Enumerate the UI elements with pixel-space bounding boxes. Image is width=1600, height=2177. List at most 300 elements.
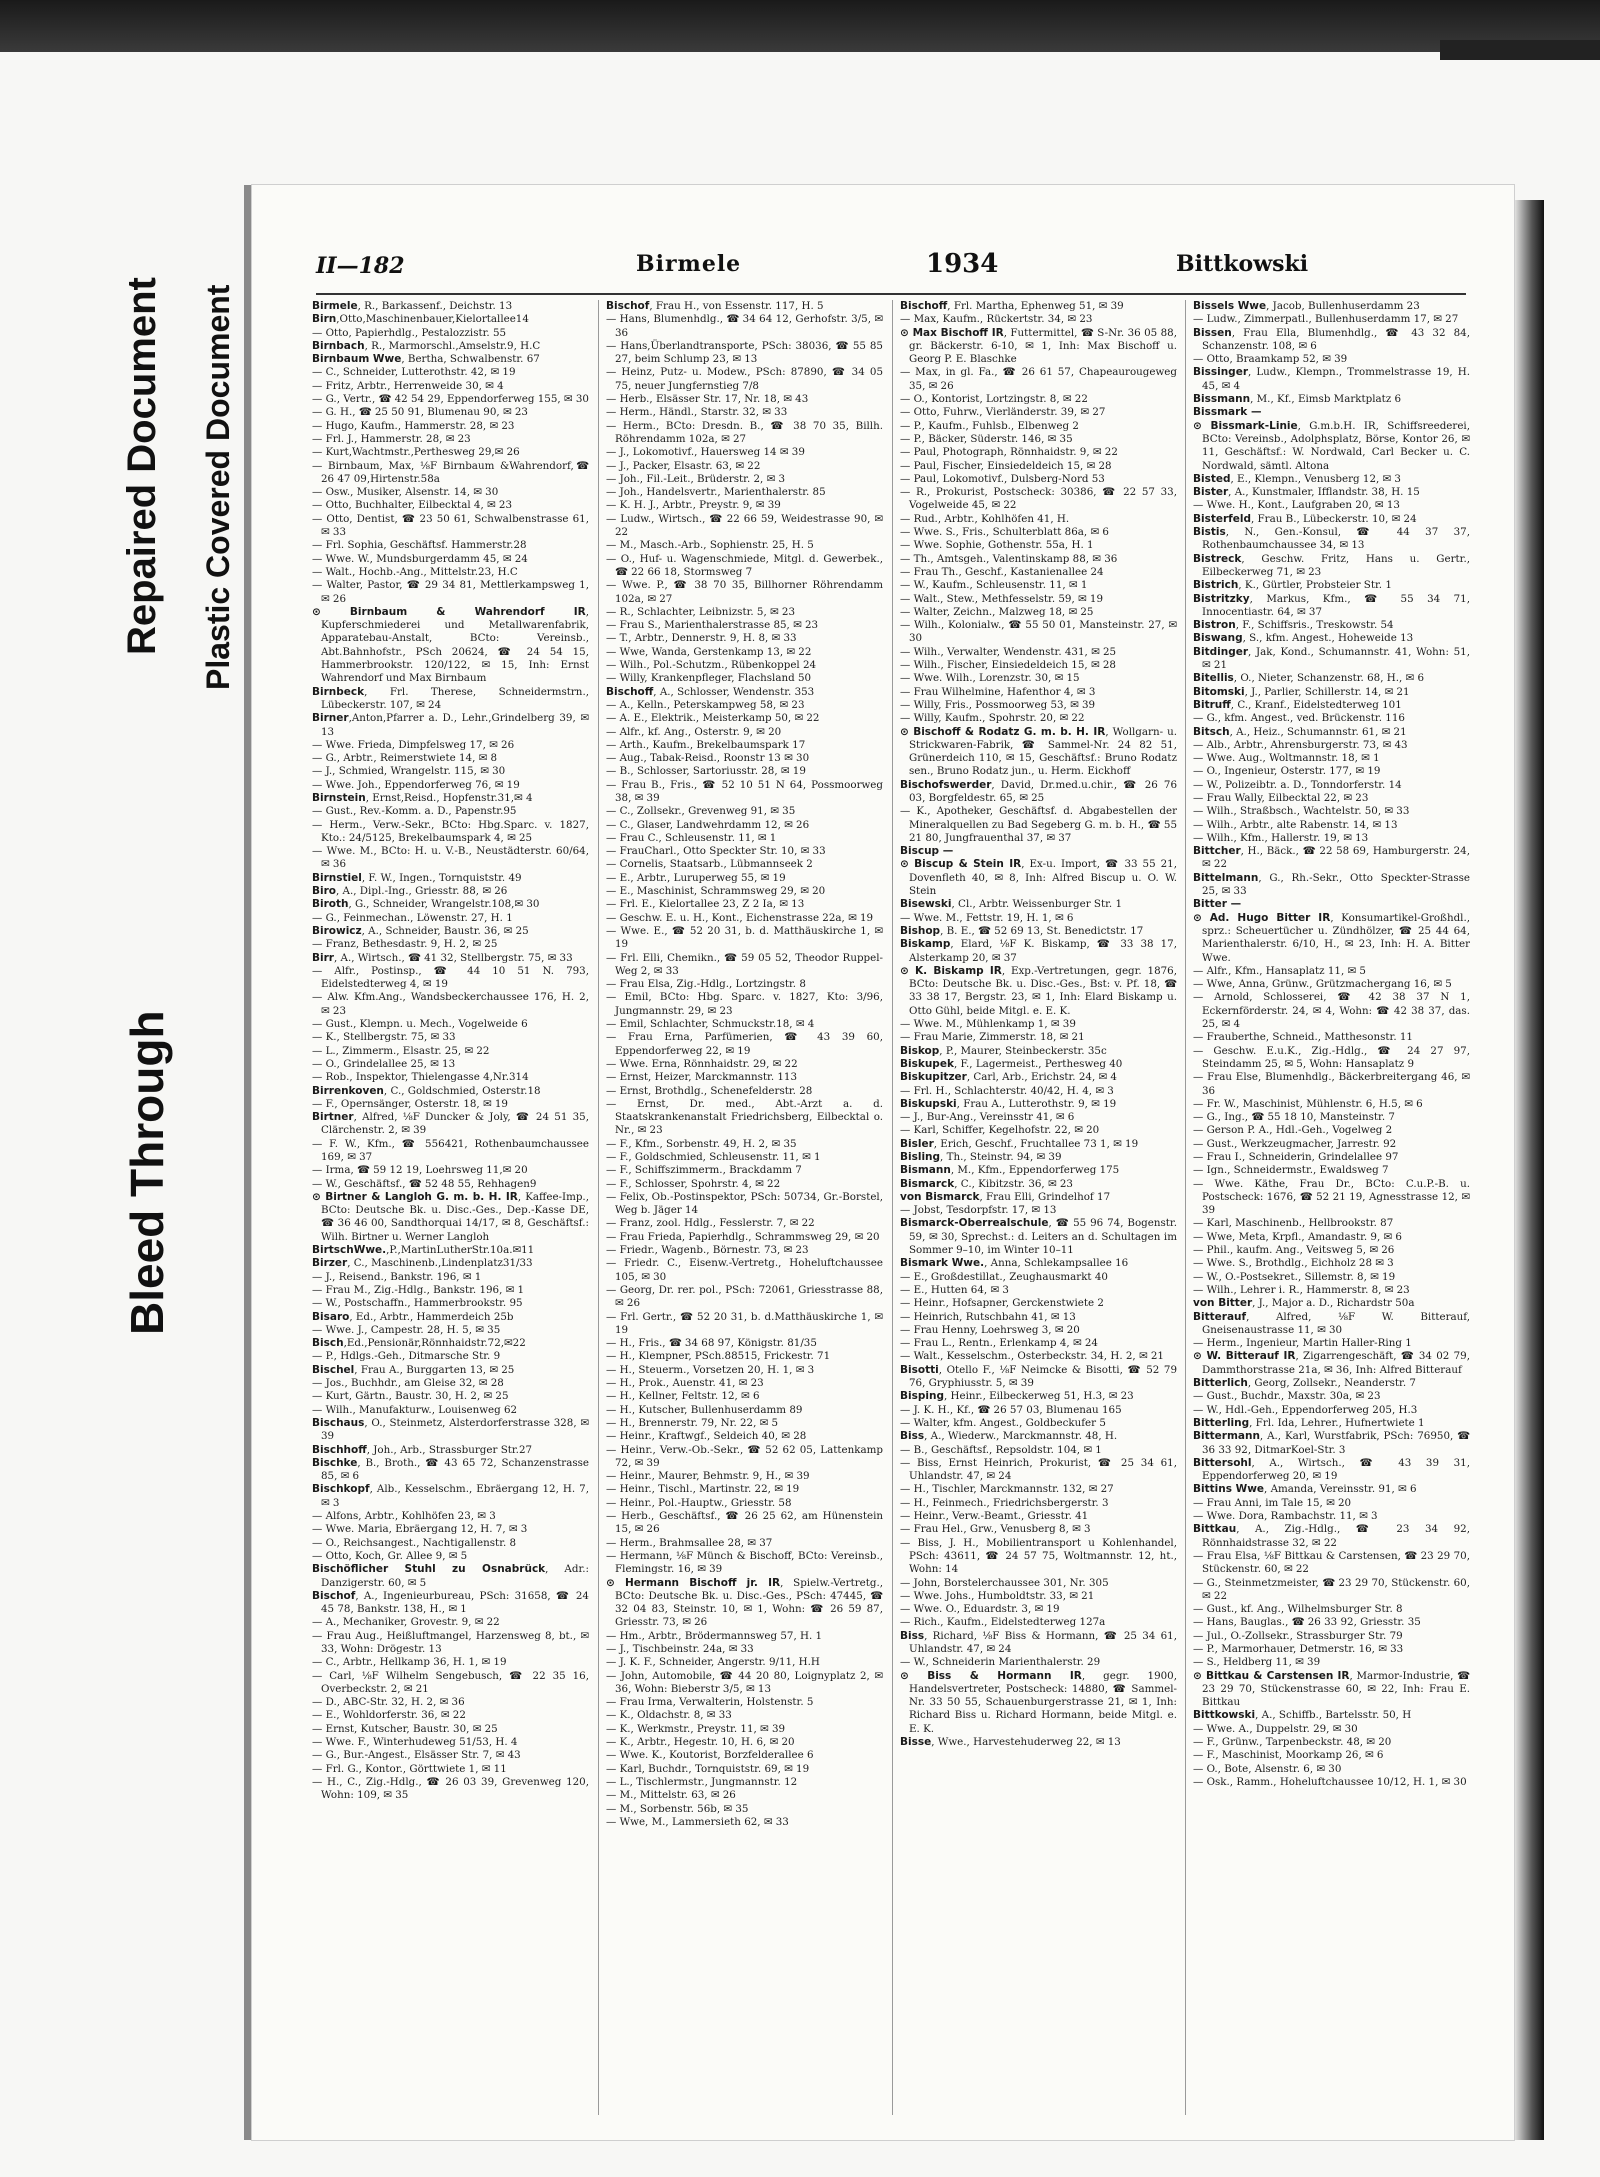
- directory-entry: — D., ABC-Str. 32, H. 2, ✉ 36: [312, 1696, 465, 1709]
- directory-entry: Biskupski, Frau A., Lutterothstr. 9, ✉ 19: [900, 1097, 1117, 1110]
- directory-entry: — Karl, Maschinenb., Hellbrookstr. 87: [1193, 1217, 1394, 1230]
- directory-entry: — Wwe. Sophie, Gothenstr. 55a, H. 1: [900, 539, 1094, 552]
- directory-entry: — Biss, Ernst Heinrich, Prokurist, ☎ 25 34 61, Uhlandstr. 47, ✉ 24: [900, 1456, 1177, 1483]
- directory-entry: Bismark Wwe., Anna, Schlekampsallee 16: [900, 1257, 1129, 1270]
- directory-entry: — Wwe. Käthe, Frau Dr., BCto: C.u.P.-B. u. Postscheck: 1676, ☎ 52 21 19, Agnesstrasse 12, ✉ 39: [1193, 1177, 1470, 1217]
- directory-entry: — Wilh., Lehrer i. R., Hammerstr. 8, ✉ 23: [1193, 1283, 1410, 1296]
- directory-entry: — W., O.-Postsekret., Sillemstr. 8, ✉ 19: [1193, 1270, 1396, 1283]
- directory-entry: — H., Klempner, PSch.88515, Frickestr. 71: [606, 1350, 831, 1363]
- directory-entry: — Willy, Kaufm., Spohrstr. 20, ✉ 22: [900, 712, 1085, 725]
- directory-entry: Bissmann, M., Kf., Eimsb Marktplatz 6: [1193, 393, 1402, 406]
- directory-entry: — Heinrich, Rutschbahn 41, ✉ 13: [900, 1310, 1076, 1323]
- directory-entry: Birnbeck, Frl. Therese, Schneidermstrn., Lübeckerstr. 107, ✉ 24: [312, 685, 589, 711]
- directory-entry: — H., Prok., Auenstr. 41, ✉ 23: [606, 1377, 764, 1390]
- directory-entry: — C., Glaser, Landwehrdamm 12, ✉ 26: [606, 818, 810, 831]
- directory-entry: — Karl, Schiffer, Kegelhofstr. 22, ✉ 20: [900, 1124, 1100, 1137]
- directory-entry: — Heinr., Maurer, Behmstr. 9, H., ✉ 39: [606, 1470, 810, 1483]
- directory-entry: — Otto, Papierhdlg., Pestalozzistr. 55: [312, 326, 507, 339]
- directory-entry: — O., Huf- u. Wagenschmiede, Mitgl. d. Gewerbek., ☎ 22 66 18, Stormsweg 7: [606, 552, 883, 578]
- directory-entry: — Otto, Dentist, ☎ 23 50 61, Schwalbenstrasse 61, ✉ 33: [312, 512, 589, 539]
- directory-entry: — Wwe. E., ☎ 52 20 31, b. d. Matthäuskirche 1, ✉ 19: [606, 924, 883, 951]
- directory-entry: Bischhoff, Joh., Arb., Strassburger Str.27: [312, 1443, 533, 1456]
- directory-entry: — Wwe. Joh., Eppendorferweg 76, ✉ 19: [312, 778, 520, 791]
- directory-entry: Birzer, C., Maschinenb.,Lindenplatz31/33: [312, 1257, 533, 1270]
- directory-entry: — Wwe, M., Lammersieth 62, ✉ 33: [606, 1815, 789, 1828]
- directory-entry: ⊙ Birtner & Langloh G. m. b. H. IR, Kaffee-Imp., BCto: Deutsche Bk. u. Disc.-Ges., Dep.-Kasse DE, ☎ 36 46 00, Sandthorquai 14/17, ✉ 8, Geschäftsf.: Wilh. Birtner u. Werner Langloh: [312, 1190, 589, 1243]
- directory-entry: — Jul., O.-Zollsekr., Strassburger Str. 79: [1193, 1629, 1403, 1642]
- directory-entry: Bischkopf, Alb., Kesselschm., Ebräergang 12, H. 7, ✉ 3: [312, 1483, 589, 1509]
- directory-entry: Bissen, Frau Ella, Blumenhdlg., ☎ 43 32 84, Schanzenstr. 108, ✉ 6: [1193, 326, 1470, 352]
- directory-entry: — Paul, Lokomotivf., Dulsberg-Nord 53: [900, 472, 1105, 485]
- plastic-covered-document-label: Plastic Covered Document: [200, 284, 236, 690]
- directory-entry: — Wwe. J., Campestr. 28, H. 5, ✉ 35: [312, 1323, 501, 1336]
- directory-entry: — Geschw. E. u. H., Kont., Eichenstrasse 22a, ✉ 19: [606, 911, 874, 924]
- page-header: [316, 245, 1466, 285]
- directory-entry: — Cornelis, Staatsarb., Lübmannseek 2: [606, 858, 813, 871]
- directory-entry: — Wwe. Dora, Rambachstr. 11, ✉ 3: [1193, 1510, 1378, 1523]
- directory-entry: — Joh., Fil.-Leit., Brüderstr. 2, ✉ 3: [606, 472, 786, 485]
- directory-entry: Biro, A., Dipl.-Ing., Griesstr. 88, ✉ 26: [312, 885, 508, 898]
- directory-entry: — F., Grünw., Tarpenbeckstr. 48, ✉ 20: [1193, 1736, 1392, 1749]
- directory-entry: Birner,Anton,Pfarrer a. D., Lehr.,Grindelberg 39, ✉ 13: [312, 712, 589, 738]
- directory-entry: — Gust., Werkzeugmacher, Jarrestr. 92: [1193, 1137, 1397, 1150]
- header-rule: [316, 293, 1466, 295]
- directory-entry: Bischöflicher Stuhl zu Osnabrück, Adr.: Danzigerstr. 60, ✉ 5: [312, 1563, 589, 1589]
- page-right-edge: [1514, 200, 1544, 2140]
- directory-entry: Birmele, R., Barkassenf., Deichstr. 13: [312, 300, 513, 312]
- directory-entry: Bissinger, Ludw., Klempn., Trommelstrasse 19, H. 45, ✉ 4: [1193, 366, 1470, 392]
- directory-entry: Bistron, F., Schiffsris., Treskowstr. 54: [1193, 619, 1394, 632]
- directory-entry: — Biss, J. H., Mobilientransport u Kohlenhandel, PSch: 43611, ☎ 24 57 75, Woltmannstr. 12, ht., Wohn: 14: [900, 1536, 1177, 1576]
- directory-entry: — Frau C., Schleusenstr. 11, ✉ 1: [606, 831, 777, 844]
- directory-entry: Bittelmann, G., Rh.-Sekr., Otto Speckter-Strasse 25, ✉ 33: [1193, 871, 1470, 898]
- directory-entry: — Frau Wally, Eilbecktal 22, ✉ 23: [1193, 791, 1369, 804]
- directory-entry: — Wilh., Kfm., Hallerstr. 19, ✉ 13: [1193, 831, 1369, 844]
- directory-entry: — Gust., kf. Ang., Wilhelmsburger Str. 8: [1193, 1603, 1403, 1616]
- directory-entry: — J. K. F., Schneider, Angerstr. 9/11, H.H: [606, 1656, 820, 1669]
- column-3: [900, 300, 1177, 2115]
- directory-entry: — B., Schlosser, Sartoriusstr. 28, ✉ 19: [606, 765, 806, 778]
- directory-entry: — O., Kontorist, Lortzingstr. 8, ✉ 22: [900, 393, 1088, 406]
- directory-entry: — O., Grindelallee 25, ✉ 13: [312, 1057, 456, 1070]
- directory-entry: — Wilh., Straßbsch., Wachtelstr. 50, ✉ 33: [1193, 805, 1410, 818]
- directory-entry: — Frau Anni, im Tale 15, ✉ 20: [1193, 1496, 1352, 1509]
- directory-entry: — Frau Henny, Loehrsweg 3, ✉ 20: [900, 1323, 1080, 1336]
- directory-entry: ⊙ Max Bischoff IR, Futtermittel, ☎ S-Nr. 36 05 88, gr. Bäckerstr. 6-10, ✉ 1, Inh: Max Bischoff u. Georg P. E. Blaschke: [900, 326, 1177, 366]
- directory-entry: — Wwe. H., Kont., Laufgraben 20, ✉ 13: [1193, 499, 1400, 512]
- directory-entry: — Frl. G., Kontor., Görttwiete 1, ✉ 11: [312, 1762, 507, 1775]
- directory-entry: Bister, A., Kunstmaler, Ifflandstr. 38, H. 15: [1193, 486, 1420, 499]
- directory-entry: Bittkau, A., Zig.-Hdlg., ☎ 23 34 92, Rönnhaidstrasse 32, ✉ 22: [1193, 1523, 1470, 1549]
- directory-entry: von Bitter, J., Major a. D., Richardstr 50a: [1193, 1297, 1415, 1310]
- directory-entry: — Wwe. S., Brothdlg., Eichholz 28 ✉ 3: [1193, 1257, 1394, 1270]
- directory-entry: — Hermann, ⅛F Münch & Bischoff, BCto: Vereinsb., Flemingstr. 16, ✉ 39: [606, 1549, 883, 1576]
- directory-entry: — Wwe. Frieda, Dimpfelsweg 17, ✉ 26: [312, 738, 515, 751]
- directory-entry: — Kurt,Wachtmstr.,Perthesweg 29,✉ 26: [312, 446, 520, 459]
- directory-entry: Bistreck, Geschw. Fritz, Hans u. Gertr., Eilbeckerweg 71, ✉ 23: [1193, 552, 1470, 578]
- directory-entry: — Frau Aug., Heißluftmangel, Harzensweg 8, bt., ✉ 33, Wohn: Drögestr. 13: [312, 1629, 589, 1655]
- directory-entry: — Rich., Kaufm., Eidelstedterweg 127a: [900, 1616, 1106, 1629]
- directory-entry: Birnstein, Ernst,Reisd., Hopfenstr.31,✉ 4: [312, 791, 533, 804]
- directory-entry: Bischoff, Frl. Martha, Ephenweg 51, ✉ 39: [900, 300, 1124, 312]
- directory-entry: Biswang, S., kfm. Angest., Hoheweide 13: [1193, 632, 1414, 645]
- directory-entry: — Otto, Koch, Gr. Allee 9, ✉ 5: [312, 1549, 468, 1562]
- directory-entry: Bischof, A., Ingenieurbureau, PSch: 31658, ☎ 24 45 78, Bankstr. 138, H., ✉ 1: [312, 1589, 589, 1616]
- directory-entry: Bismarck, C., Kibitzstr. 36, ✉ 23: [900, 1177, 1073, 1190]
- directory-entry: — M., Mittelstr. 63, ✉ 26: [606, 1789, 736, 1802]
- directory-entry: — Willy, Fris., Possmoorweg 53, ✉ 39: [900, 698, 1096, 711]
- directory-entry: — Aug., Tabak-Reisd., Roonstr 13 ✉ 30: [606, 752, 810, 765]
- directory-entry: Bissmark —: [1193, 406, 1262, 419]
- directory-entry: — E., Hutten 64, ✉ 3: [900, 1283, 1009, 1296]
- directory-entry: — Heinz, Putz- u. Modew., PSch: 87890, ☎ 34 05 75, neuer Jungfernstieg 7/8: [606, 366, 883, 392]
- directory-entry: Bitterauf, Alfred, ⅛F W. Bitterauf, Gneisenaustrasse 11, ✉ 30: [1193, 1310, 1470, 1336]
- directory-entry: — Georg, Dr. rer. pol., PSch: 72061, Griesstrasse 88, ✉ 26: [606, 1283, 883, 1310]
- directory-entry: — Hans, Blumenhdlg., ☎ 34 64 12, Gerhofstr. 3/5, ✉ 36: [606, 313, 883, 339]
- directory-entry: — Frl. Sophia, Geschäftsf. Hammerstr.28: [312, 539, 527, 552]
- directory-entry: — G., Ing., ☎ 55 18 10, Mansteinstr. 7: [1193, 1111, 1395, 1124]
- directory-entry: ⊙ Birnbaum & Wahrendorf IR, Kupferschmiederei und Metallwarenfabrik, Apparatebau-Anstalt, BCto: Vereinsb., Abt.Bahnhofstr., PSch 20624, ☎ 24 54 15, Hammerbrookstr. 120/122, ✉ 15, Inh: Ernst Wahrendorf und Max Birnbaum: [312, 605, 589, 685]
- directory-entry: — Herm., Ingenieur, Martin Haller-Ring 1: [1193, 1337, 1412, 1350]
- directory-entry: — H., Kellner, Feltstr. 12, ✉ 6: [606, 1390, 760, 1403]
- directory-entry: — Arth., Kaufm., Brekelbaumspark 17: [606, 738, 806, 751]
- directory-entry: ⊙ Bittkau & Carstensen IR, Marmor-Industrie, ☎ 23 29 70, Stückenstrasse 60, ✉ 22, Inh: Frau E. Bittkau: [1193, 1669, 1470, 1709]
- scanner-top-strip: [1440, 40, 1600, 60]
- directory-entry: — Frauberthe, Schneid., Matthesonstr. 11: [1193, 1031, 1413, 1044]
- directory-entry: — W., Hdl.-Geh., Eppendorferweg 205, H.3: [1193, 1403, 1418, 1416]
- directory-entry: — Walter, kfm. Angest., Goldbeckufer 5: [900, 1416, 1106, 1429]
- margin-labels: [100, 150, 260, 1350]
- directory-entry: — W., Postschaffn., Hammerbrookstr. 95: [312, 1297, 523, 1310]
- directory-entry: — W., Geschäftsf., ☎ 52 48 55, Rehhagen9: [312, 1177, 537, 1190]
- repaired-document-label: Repaired Document: [120, 277, 164, 655]
- directory-entry: — Frau S., Marienthalerstrasse 85, ✉ 23: [606, 619, 819, 632]
- directory-entry: — Jos., Buchhdr., am Gleise 32, ✉ 28: [312, 1377, 504, 1390]
- directory-entry: Bismarck-Oberrealschule, ☎ 55 96 74, Bogenstr. 59, ✉ 30, Sprechst.: d. Leiters an d. Schultagen im Sommer 9–10, im Winter 10–11: [900, 1217, 1177, 1257]
- directory-entry: — Frau Irma, Verwalterin, Holstenstr. 5: [606, 1696, 814, 1709]
- directory-entry: — Frau M., Zig.-Hdlg., Bankstr. 196, ✉ 1: [312, 1283, 525, 1296]
- directory-entry: — Frau I., Schneiderin, Grindelallee 97: [1193, 1151, 1399, 1163]
- directory-year: 1934: [926, 249, 999, 279]
- directory-entry: ⊙ K. Biskamp IR, Exp.-Vertretungen, gegr. 1876, BCto: Deutsche Bk. u. Disc.-Ges., Bst: v. Pf. 18, ☎ 33 38 17, Bergstr. 23, ✉ 1, Inh: Elard Biskamp u. Otto Gühl, beide Mitgl. e. E. K.: [900, 964, 1177, 1017]
- directory-page: [252, 185, 1514, 2140]
- directory-entry: Bisping, Heinr., Eilbeckerweg 51, H.3, ✉ 23: [900, 1390, 1134, 1403]
- entry-columns: [312, 300, 1472, 2115]
- directory-entry: — E., Wohldorferstr. 36, ✉ 22: [312, 1709, 466, 1722]
- directory-entry: — G., Steinmetzmeister, ☎ 23 29 70, Stückenstr. 60, ✉ 22: [1193, 1576, 1470, 1602]
- directory-entry: — J., Tischbeinstr. 24a, ✉ 33: [606, 1642, 754, 1655]
- directory-entry: — Frau Else, Blumenhdlg., Bäckerbreitergang 46, ✉ 36: [1193, 1071, 1470, 1097]
- directory-entry: — Frl. Gertr., ☎ 52 20 31, b. d.Matthäuskirche 1, ✉ 19: [606, 1310, 883, 1336]
- first-entry-word: Birmele: [636, 251, 742, 277]
- directory-entry: — Walt., Stew., Methfesselstr. 59, ✉ 19: [900, 592, 1104, 605]
- directory-entry: — C., Arbtr., Hellkamp 36, H. 1, ✉ 19: [312, 1656, 507, 1669]
- directory-entry: Biss, Richard, ⅛F Biss & Hormann, ☎ 25 34 61, Uhlandstr. 47, ✉ 24: [900, 1629, 1177, 1655]
- directory-entry: — Ludw., Zimmerpatl., Bullenhuserdamm 17, ✉ 27: [1193, 313, 1459, 326]
- directory-entry: Bitellis, O., Nieter, Schanzenstr. 68, H., ✉ 6: [1193, 672, 1424, 685]
- directory-entry: Birnbach, R., Marmorschl.,Amselstr.9, H.C: [312, 339, 541, 352]
- directory-entry: — Frl. J., Hammerstr. 28, ✉ 23: [312, 432, 471, 445]
- directory-entry: — Wwe. K., Koutorist, Borzfelderallee 6: [606, 1749, 814, 1762]
- directory-entry: — P., Bäcker, Süderstr. 146, ✉ 35: [900, 432, 1073, 445]
- directory-entry: Birtner, Alfred, ⅛F Duncker & Joly, ☎ 24 51 35, Clärchenstr. 2, ✉ 39: [312, 1111, 589, 1137]
- directory-entry: — Joh., Handelsvertr., Marienthalerstr. 85: [606, 486, 826, 499]
- directory-entry: — Franz, Bethesdastr. 9, H. 2, ✉ 25: [312, 938, 498, 951]
- directory-entry: Biskupitzer, Carl, Arb., Erichstr. 24, ✉ 4: [900, 1071, 1117, 1084]
- directory-entry: — Heinr., Kraftwgf., Seldeich 40, ✉ 28: [606, 1430, 807, 1443]
- directory-entry: — G., Feinmechan., Löwenstr. 27, H. 1: [312, 911, 513, 924]
- directory-entry: Birn,Otto,Maschinenbauer,Kielortallee14: [312, 313, 529, 326]
- directory-entry: Bisler, Erich, Geschf., Fruchtallee 73 1, ✉ 19: [900, 1137, 1139, 1150]
- directory-entry: — Gust., Buchdr., Maxstr. 30a, ✉ 23: [1193, 1390, 1381, 1403]
- directory-entry: — Paul, Photograph, Rönnhaidstr. 9, ✉ 22: [900, 446, 1118, 459]
- directory-entry: Birnbaum Wwe, Bertha, Schwalbenstr. 67: [312, 353, 540, 366]
- directory-entry: — Emil, Schlachter, Schmuckstr.18, ✉ 4: [606, 1018, 815, 1031]
- directory-entry: — Th., Amtsgeh., Valentinskamp 88, ✉ 36: [900, 552, 1118, 565]
- directory-entry: — T., Arbtr., Dennerstr. 9, H. 8, ✉ 33: [606, 632, 797, 645]
- directory-entry: — Alfr., Postinsp., ☎ 44 10 51 N. 793, Eidelstedterweg 4, ✉ 19: [312, 964, 589, 991]
- directory-entry: — Hugo, Kaufm., Hammerstr. 28, ✉ 23: [312, 419, 515, 432]
- directory-entry: — M., Masch.-Arb., Sophienstr. 25, H. 5: [606, 539, 814, 552]
- directory-entry: — FrauCharl., Otto Speckter Str. 10, ✉ 33: [606, 845, 826, 858]
- directory-entry: — H., C., Zig.-Hdlg., ☎ 26 03 39, Grevenweg 120, Wohn: 109, ✉ 35: [312, 1775, 589, 1802]
- directory-entry: — Wilh., Fischer, Einsiedeldeich 15, ✉ 28: [900, 659, 1116, 672]
- directory-entry: — J., Packer, Elsastr. 63, ✉ 22: [606, 459, 761, 472]
- directory-entry: Bischofswerder, David, Dr.med.u.chir., ☎ 26 76 03, Borgfeldestr. 65, ✉ 25: [900, 778, 1177, 804]
- directory-entry: — H., Tischler, Marckmannstr. 132, ✉ 27: [900, 1483, 1114, 1496]
- directory-entry: — Emil, BCto: Hbg. Sparc. v. 1827, Kto: 3/96, Jungmannstr. 29, ✉ 23: [606, 991, 883, 1017]
- directory-entry: — P., Hdlgs.-Geh., Ditmarsche Str. 9: [312, 1350, 501, 1363]
- directory-entry: — Rud., Arbtr., Kohlhöfen 41, H.: [900, 512, 1070, 525]
- directory-entry: Birr, A., Wirtsch., ☎ 41 32, Stellbergstr. 75, ✉ 33: [312, 951, 573, 964]
- directory-entry: — L., Zimmerm., Elsastr. 25, ✉ 22: [312, 1044, 490, 1057]
- directory-entry: — Frau Wilhelmine, Hafenthor 4, ✉ 3: [900, 685, 1096, 698]
- directory-entry: — S., Heldberg 11, ✉ 39: [1193, 1656, 1321, 1669]
- directory-entry: — Wwe. M., BCto: H. u. V.-B., Neustädterstr. 60/64, ✉ 36: [312, 845, 589, 871]
- directory-entry: Bischoff, A., Schlosser, Wendenstr. 353: [606, 685, 815, 698]
- directory-entry: — Herb., Geschäftsf., ☎ 26 25 62, am Hünenstein 15, ✉ 26: [606, 1510, 883, 1536]
- directory-entry: — Frl. H., Schlachterstr. 40/42, H. 4, ✉ 3: [900, 1084, 1114, 1097]
- directory-entry: — F., Schlosser, Spohrstr. 4, ✉ 22: [606, 1177, 781, 1190]
- directory-entry: — K., Stellbergstr. 75, ✉ 33: [312, 1031, 456, 1044]
- directory-entry: Bischof, Frau H., von Essenstr. 117, H. 5: [606, 300, 824, 312]
- directory-entry: — W., Schneiderin Marienthalerstr. 29: [900, 1656, 1101, 1669]
- directory-entry: — Wwe, Wanda, Gerstenkamp 13, ✉ 22: [606, 645, 812, 658]
- directory-entry: Bischke, B., Broth., ☎ 43 65 72, Schanzenstrasse 85, ✉ 6: [312, 1456, 589, 1483]
- directory-entry: — John, Automobile, ☎ 44 20 80, Loignyplatz 2, ✉ 36, Wohn: Bieberstr 3/5, ✉ 13: [606, 1669, 883, 1695]
- directory-entry: — Walter, Pastor, ☎ 29 34 81, Mettlerkampsweg 1, ✉ 26: [312, 579, 589, 605]
- directory-entry: — Rob., Inspektor, Thielengasse 4,Nr.314: [312, 1071, 529, 1084]
- directory-entry: — Wwe. M., Mühlenkamp 1, ✉ 39: [900, 1018, 1076, 1031]
- directory-entry: — Walt., Kesselschm., Osterbeckstr. 34, H. 2, ✉ 21: [900, 1350, 1164, 1363]
- directory-entry: — Max, in gl. Fa., ☎ 26 61 57, Chapeaurougeweg 35, ✉ 26: [900, 366, 1177, 392]
- directory-entry: Bitter —: [1193, 898, 1242, 911]
- directory-entry: ⊙ Biscup & Stein IR, Ex-u. Import, ☎ 33 55 21, Dovenfleth 40, ✉ 8, Inh: Alfred Biscup u. O. W. Stein: [900, 858, 1177, 898]
- directory-entry: — Ernst, Brothdlg., Schenefelderstr. 28: [606, 1084, 813, 1097]
- directory-entry: — Frau Marie, Zimmerstr. 18, ✉ 21: [900, 1031, 1085, 1044]
- directory-entry: Bittins Wwe, Amanda, Vereinsstr. 91, ✉ 6: [1193, 1483, 1417, 1496]
- directory-entry: — Osk., Ramm., Hoheluftchaussee 10/12, H. 1, ✉ 30: [1193, 1775, 1467, 1788]
- directory-entry: — J., Reisend., Bankstr. 196, ✉ 1: [312, 1270, 482, 1283]
- directory-entry: — Frau Hel., Grw., Venusberg 8, ✉ 3: [900, 1523, 1091, 1536]
- directory-entry: — Alb., Arbtr., Ahrensburgerstr. 73, ✉ 43: [1193, 738, 1408, 751]
- directory-entry: — Otto, Braamkamp 52, ✉ 39: [1193, 353, 1348, 366]
- directory-entry: — P., Marmorhauer, Detmerstr. 16, ✉ 33: [1193, 1642, 1404, 1655]
- directory-entry: — W., Polizeibtr. a. D., Tonndorferstr. 14: [1193, 778, 1402, 791]
- directory-entry: — H., Steuerm., Vorsetzen 20, H. 1, ✉ 3: [606, 1363, 815, 1376]
- directory-entry: — Wwe. F., Winterhudeweg 51/53, H. 4: [312, 1736, 518, 1749]
- directory-entry: Bisch,Ed.,Pensionär,Rönnhaidstr.72,✉22: [312, 1337, 526, 1350]
- directory-entry: — Ernst, Kutscher, Baustr. 30, ✉ 25: [312, 1722, 498, 1735]
- directory-entry: — K., Werkmstr., Preystr. 11, ✉ 39: [606, 1722, 786, 1735]
- bleed-through-label: Bleed Through: [121, 1010, 173, 1335]
- directory-entry: — Fritz, Arbtr., Herrenweide 30, ✉ 4: [312, 379, 504, 392]
- directory-entry: — K., Oldachstr. 8, ✉ 33: [606, 1709, 732, 1722]
- directory-entry: — Herm., Brahmsallee 28, ✉ 37: [606, 1536, 773, 1549]
- directory-entry: — Gust., Rev.-Komm. a. D., Papenstr.95: [312, 805, 517, 818]
- directory-entry: — K., Arbtr., Hegestr. 10, H. 6, ✉ 20: [606, 1736, 795, 1749]
- directory-entry: — Frl. E., Kielortallee 23, Z 2 Ia, ✉ 13: [606, 898, 805, 911]
- directory-entry: Bischaus, O., Steinmetz, Alsterdorferstrasse 328, ✉ 39: [312, 1416, 589, 1443]
- directory-entry: — Wwe. Aug., Woltmannstr. 18, ✉ 1: [1193, 752, 1380, 765]
- directory-entry: Bitomski, J., Parlier, Schillerstr. 14, ✉ 21: [1193, 685, 1410, 698]
- directory-entry: Bittermann, A., Karl, Wurstfabrik, PSch: 76950, ☎ 36 33 92, DitmarKoel-Str. 3: [1193, 1430, 1470, 1456]
- directory-entry: — Alfr., kf. Ang., Osterstr. 9, ✉ 20: [606, 725, 782, 738]
- directory-entry: — H., Fris., ☎ 34 68 97, Königstr. 81/35: [606, 1337, 817, 1350]
- directory-entry: — Max, Kaufm., Rückertstr. 34, ✉ 23: [900, 313, 1093, 326]
- directory-entry: — Franz, zool. Hdlg., Fesslerstr. 7, ✉ 22: [606, 1217, 815, 1230]
- directory-entry: — Birnbaum, Max, ⅛F Birnbaum &Wahrendorf,☎ 26 47 09,Hirtenstr.58a: [312, 459, 589, 485]
- directory-entry: — Heinr., Pol.-Hauptw., Griesstr. 58: [606, 1496, 792, 1509]
- directory-entry: — Herm., BCto: Dresdn. B., ☎ 38 70 35, Billh. Röhrendamm 102a, ✉ 27: [606, 419, 883, 445]
- directory-entry: ⊙ Bissmark-Linie, G.m.b.H. IR, Schiffsreederei, BCto: Vereinsb., Adolphsplatz, Börse, Kontor 26, ✉ 11, Geschäftsf.: W. Nordwald, Carl Becker u. C. Nordwald, sämtl. Altona: [1193, 419, 1470, 472]
- directory-entry: — J., Bur-Ang., Vereinsstr 41, ✉ 6: [900, 1111, 1075, 1124]
- directory-entry: Bishop, B. E., ☎ 52 69 13, St. Benedictstr. 17: [900, 924, 1144, 937]
- directory-entry: Birrenkoven, C., Goldschmied, Osterstr.18: [312, 1084, 541, 1097]
- directory-entry: — Frau Th., Geschf., Kastanienallee 24: [900, 565, 1104, 578]
- directory-entry: — K., Apotheker, Geschäftsf. d. Abgabestellen der Mineralquellen zu Bad Segeberg G. m. b. H., ☎ 55 21 80, Jungfrauenthal 37, ✉ 37: [900, 805, 1177, 844]
- directory-entry: — Ign., Schneidermstr., Ewaldsweg 7: [1193, 1164, 1389, 1177]
- directory-entry: — Friedr., Wagenb., Börnestr. 73, ✉ 23: [606, 1244, 809, 1257]
- directory-entry: Biskop, P., Maurer, Steinbeckerstr. 35c: [900, 1044, 1107, 1057]
- directory-entry: — Walter, Zeichn., Malzweg 18, ✉ 25: [900, 605, 1094, 618]
- directory-entry: — G., Vertr., ☎ 42 54 29, Eppendorferweg 155, ✉ 30: [312, 393, 589, 406]
- directory-entry: Bisling, Th., Steinstr. 94, ✉ 39: [900, 1151, 1062, 1163]
- directory-entry: Bisewski, Cl., Arbtr. Weissenburger Str. 1: [900, 898, 1123, 911]
- column-divider: [892, 300, 893, 2115]
- directory-entry: — Hans, Bauglas., ☎ 26 33 92, Griesstr. 35: [1193, 1616, 1421, 1629]
- page-number: II—182: [316, 253, 405, 279]
- directory-entry: — Wilh., Manufakturw., Louisenweg 62: [312, 1403, 518, 1416]
- directory-entry: ⊙ Hermann Bischoff jr. IR, Spielw.-Vertretg., BCto: Deutsche Bk. u. Disc.-Ges., PSch: 47445, ☎ 32 04 83, Steinstr. 10, ✉ 1, Wohn: ☎ 26 59 87, Griesstr. 73, ✉ 26: [606, 1576, 883, 1629]
- directory-entry: Bittersohl, A., Wirtsch., ☎ 43 39 31, Eppendorferweg 20, ✉ 19: [1193, 1456, 1470, 1483]
- directory-entry: — C., Zollsekr., Grevenweg 91, ✉ 35: [606, 805, 796, 818]
- directory-entry: — Wwe. S., Fris., Schulterblatt 86a, ✉ 6: [900, 526, 1109, 539]
- directory-entry: — F., Maschinist, Moorkamp 26, ✉ 6: [1193, 1749, 1384, 1762]
- directory-entry: — Wwe. A., Duppelstr. 29, ✉ 30: [1193, 1722, 1358, 1735]
- directory-entry: — F., Kfm., Sorbenstr. 49, H. 2, ✉ 35: [606, 1137, 797, 1150]
- directory-entry: — Herm., Verw.-Sekr., BCto: Hbg.Sparc. v. 1827, Kto.: 24/5125, Brekelbaumspark 4, ✉ 25: [312, 818, 589, 844]
- directory-entry: — Heinr., Verw.-Ob.-Sekr., ☎ 52 62 05, Lattenkamp 72, ✉ 39: [606, 1443, 883, 1469]
- column-2: [606, 300, 883, 2115]
- directory-entry: Bitterlich, Georg, Zollsekr., Neanderstr. 7: [1193, 1377, 1416, 1390]
- directory-entry: — Wilh., Arbtr., alte Rabenstr. 14, ✉ 13: [1193, 818, 1398, 831]
- directory-entry: — Herm., Händl., Starstr. 32, ✉ 33: [606, 406, 788, 419]
- directory-entry: — E., Arbtr., Luruperweg 55, ✉ 19: [606, 871, 786, 884]
- directory-entry: — Osw., Musiker, Alsenstr. 14, ✉ 30: [312, 486, 499, 499]
- directory-entry: — Wilh., Verwalter, Wendenstr. 431, ✉ 25: [900, 645, 1117, 658]
- directory-entry: — Wwe. Erna, Rönnhaidstr. 29, ✉ 22: [606, 1057, 798, 1070]
- directory-entry: — R., Schlachter, Leibnizstr. 5, ✉ 23: [606, 605, 796, 618]
- directory-entry: Bischel, Frau A., Burggarten 13, ✉ 25: [312, 1363, 515, 1376]
- directory-entry: Birnstiel, F. W., Ingen., Tornquiststr. 49: [312, 871, 522, 884]
- directory-entry: Bistritzky, Markus, Kfm., ☎ 55 34 71, Innocentiastr. 64, ✉ 37: [1193, 592, 1470, 618]
- directory-entry: ⊙ W. Bitterauf IR, Zigarrengeschäft, ☎ 34 02 79, Dammthorstrasse 21a, ✉ 36, Inh: Alfred Bitterauf: [1193, 1350, 1470, 1376]
- directory-entry: — O., Bote, Alsenstr. 6, ✉ 30: [1193, 1762, 1342, 1775]
- scanner-top-edge: [0, 0, 1600, 52]
- directory-entry: — H., Feinmech., Friedrichsbergerstr. 3: [900, 1496, 1109, 1509]
- directory-entry: — Gust., Klempn. u. Mech., Vogelweide 6: [312, 1018, 528, 1031]
- directory-entry: Bitsch, A., Heiz., Schumannstr. 61, ✉ 21: [1193, 725, 1407, 738]
- directory-entry: — C., Schneider, Lutterothstr. 42, ✉ 19: [312, 366, 516, 379]
- last-entry-word: Bittkowski: [1176, 251, 1309, 277]
- directory-entry: — Alw. Kfm.Ang., Wandsbeckerchaussee 176, H. 2, ✉ 23: [312, 991, 589, 1017]
- directory-entry: — Wwe. Maria, Ebräergang 12, H. 7, ✉ 3: [312, 1523, 528, 1536]
- directory-entry: — G., Bur.-Angest., Elsässer Str. 7, ✉ 43: [312, 1749, 521, 1762]
- column-divider: [598, 300, 599, 2115]
- directory-entry: — G. H., ☎ 25 50 91, Blumenau 90, ✉ 23: [312, 406, 528, 419]
- directory-entry: ⊙ Ad. Hugo Bitter IR, Konsumartikel-Großhdl., sprz.: Scheuertücher u. Zündhölzer, ☎ 25 44 64, Marienthalerstr. 6/10, H., ✉ 23, Inh: H. A. Bitter Wwe.: [1193, 911, 1470, 964]
- directory-entry: — G., Arbtr., Reimerstwiete 14, ✉ 8: [312, 752, 498, 765]
- directory-entry: — Frau B., Fris., ☎ 52 10 51 N 64, Possmoorweg 38, ✉ 39: [606, 778, 883, 804]
- directory-entry: Bisted, E., Klempn., Venusberg 12, ✉ 3: [1193, 472, 1401, 485]
- directory-entry: — Alfr., Kfm., Hansaplatz 11, ✉ 5: [1193, 964, 1366, 977]
- directory-entry: BirtschWwe.,P.,MartinLutherStr.10a.✉11: [312, 1244, 535, 1257]
- directory-entry: Bistis, N., Gen.-Konsul, ☎ 44 37 37, Rothenbaumchaussee 34, ✉ 13: [1193, 526, 1470, 552]
- directory-entry: — A., Mechaniker, Grovestr. 9, ✉ 22: [312, 1616, 500, 1629]
- directory-entry: — Karl, Buchdr., Tornquiststr. 69, ✉ 19: [606, 1762, 810, 1775]
- directory-entry: — Frau Elsa, Zig.-Hdlg., Lortzingstr. 8: [606, 978, 806, 991]
- directory-entry: — Otto, Fuhrw., Vierländerstr. 39, ✉ 27: [900, 406, 1106, 419]
- directory-entry: — Arnold, Schlosserei, ☎ 42 38 37 N 1, Eckernförderstr. 24, ✉ 4, Wohn: ☎ 42 38 37, das. 25, ✉ 4: [1193, 991, 1470, 1031]
- directory-entry: — Kurt, Gärtn., Baustr. 30, H. 2, ✉ 25: [312, 1390, 509, 1403]
- directory-entry: — G., kfm. Angest., ved. Brückenstr. 116: [1193, 712, 1405, 725]
- directory-entry: — Wwe. M., Fettstr. 19, H. 1, ✉ 6: [900, 911, 1074, 924]
- column-divider: [1185, 300, 1186, 2115]
- directory-entry: — Herb., Elsässer Str. 17, Nr. 18, ✉ 43: [606, 393, 809, 406]
- directory-entry: Biskamp, Elard, ⅛F K. Biskamp, ☎ 33 38 17, Alsterkamp 20, ✉ 37: [900, 938, 1177, 964]
- directory-entry: Bitruff, C., Kranf., Eidelstedterweg 101: [1193, 698, 1402, 711]
- directory-entry: — Willy, Krankenpfleger, Flachsland 50: [606, 672, 812, 685]
- directory-entry: — J., Lokomotivf., Hauersweg 14 ✉ 39: [606, 446, 805, 459]
- directory-entry: Birowicz, A., Schneider, Baustr. 36, ✉ 25: [312, 924, 529, 937]
- directory-entry: von Bismarck, Frau Elli, Grindelhof 17: [900, 1190, 1111, 1203]
- directory-entry: — F., Schiffszimmerm., Brackdamm 7: [606, 1164, 802, 1177]
- directory-entry: — H., Brennerstr. 79, Nr. 22, ✉ 5: [606, 1416, 779, 1429]
- directory-entry: — Wilh., Kolonialw., ☎ 55 50 01, Mansteinstr. 27, ✉ 30: [900, 619, 1177, 645]
- directory-entry: — Wwe. Johs., Humboldtstr. 33, ✉ 21: [900, 1589, 1095, 1602]
- directory-entry: — Otto, Buchhalter, Eilbecktal 4, ✉ 23: [312, 499, 512, 512]
- directory-entry: — Walt., Hochb.-Ang., Mittelstr.23, H.C: [312, 565, 518, 578]
- directory-entry: — A., Kelln., Peterskampweg 58, ✉ 23: [606, 698, 805, 711]
- directory-entry: — Friedr. C., Eisenw.-Vertretg., Hoheluftchaussee 105, ✉ 30: [606, 1257, 883, 1283]
- directory-entry: Bisaro, Ed., Arbtr., Hammerdeich 25b: [312, 1310, 514, 1323]
- directory-entry: — Heinr., Hofsapner, Gerckenstwiete 2: [900, 1297, 1104, 1310]
- directory-entry: — Heinr., Tischl., Martinstr. 22, ✉ 19: [606, 1483, 800, 1496]
- directory-entry: — Geschw. E.u.K., Zig.-Hdlg., ☎ 24 27 97, Steindamm 25, ✉ 5, Wohn: Hansaplatz 9: [1193, 1044, 1470, 1070]
- directory-entry: — Paul, Fischer, Einsiedeldeich 15, ✉ 28: [900, 459, 1112, 472]
- directory-entry: Bissels Wwe, Jacob, Bullenhuserdamm 23: [1193, 300, 1420, 312]
